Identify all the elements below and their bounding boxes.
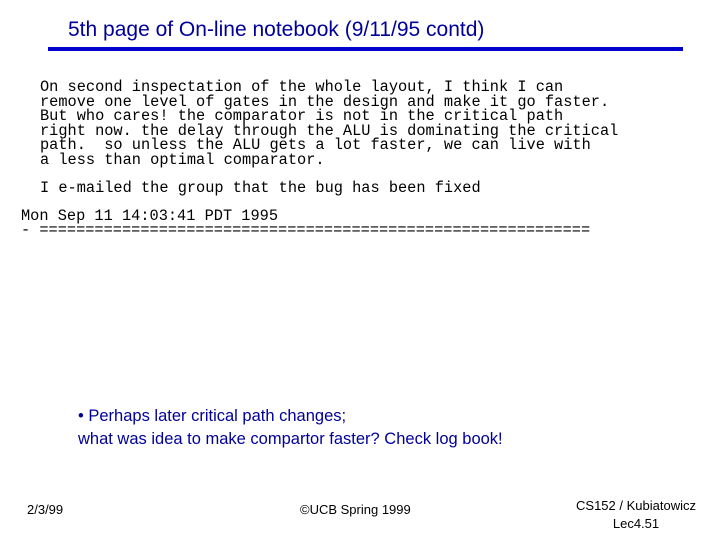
footer-copyright: ©UCB Spring 1999: [300, 502, 411, 517]
notebook-email-line: I e-mailed the group that the bug has been fixed: [40, 179, 481, 197]
title-underline: [48, 47, 683, 51]
footer-course: CS152 / Kubiatowicz: [576, 498, 696, 513]
footer-lecture: Lec4.51: [612, 516, 660, 531]
footer-date: 2/3/99: [27, 502, 64, 517]
notebook-separator: - ============================================================: [21, 221, 591, 239]
notebook-date-line: Mon Sep 11 14:03:41 PDT 1995: [21, 207, 279, 225]
bullet-note: [78, 405, 503, 451]
footer-course-info: [566, 497, 706, 533]
notebook-paragraph: On second inspectation of the whole layout, I think I can remove one level of gates in the design and make it go faster. But who cares! the comparator is not in the critical path right now. the delay through the ALU is dominating the critical path. so unless the ALU gets a lot faster, we can live with a less than optimal comparator.: [40, 78, 619, 169]
bullet-line-1: • Perhaps later critical path changes;: [78, 407, 347, 425]
slide-title: 5th page of On-line notebook (9/11/95 contd): [68, 18, 485, 41]
bullet-line-2: what was idea to make compartor faster? Check log book!: [78, 430, 503, 448]
